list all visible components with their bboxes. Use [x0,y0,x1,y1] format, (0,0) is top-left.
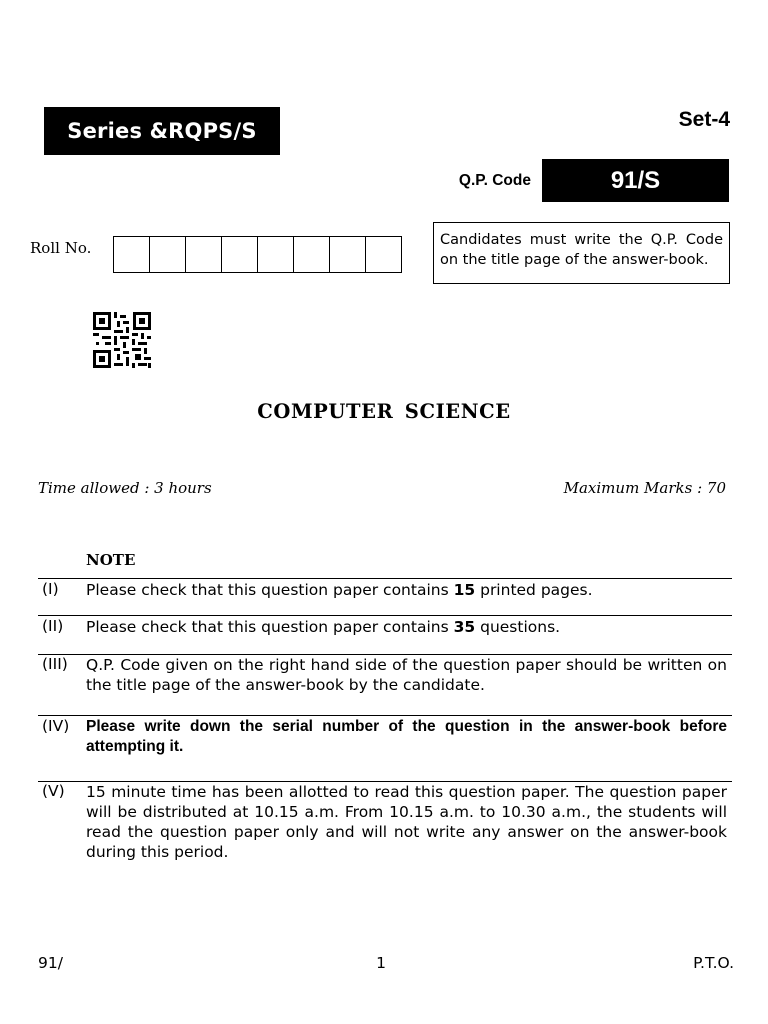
note-item-text: 15 minute time has been allotted to read this question paper. The question paper will be distributed at 10.15 a.m. From 10.15 a.m. to 10.30 a.m., the students will read the question paper only and will not write any answer on the answer-book during this period. [86,783,727,861]
maximum-marks: Maximum Marks : 70 [563,479,726,497]
roll-number-label: Roll No. [30,239,92,257]
roll-number-cell[interactable] [258,237,294,272]
note-item-text: Please check that this question paper contains 35 questions. [86,618,561,636]
footer-code: 91/ [38,954,63,972]
note-heading: NOTE [86,551,136,569]
note-item-text: Please check that this question paper contains 15 printed pages. [86,581,593,599]
roll-number-cell[interactable] [186,237,222,272]
note-item-text: Please write down the serial number of the question in the answer-book before attempting it. [86,718,727,755]
divider [38,615,732,616]
qp-code: 91/S [542,159,729,202]
roll-number-cell[interactable] [114,237,150,272]
divider [38,715,732,716]
note-item-number: (II) [42,617,64,635]
note-item-number: (III) [42,655,68,673]
paper-title: COMPUTER SCIENCE [257,400,511,423]
note-item-number: (IV) [42,717,70,735]
roll-number-cell[interactable] [294,237,330,272]
roll-number-cell[interactable] [366,237,401,272]
note-item-number: (I) [42,580,59,598]
roll-number-cell[interactable] [330,237,366,272]
set-number: Set-4 [678,108,730,131]
series-label: Series &RQPS/S [44,107,280,155]
qr-code-icon [93,312,151,368]
page-number: 1 [376,954,386,972]
note-item-number: (V) [42,782,65,800]
pto-label: P.T.O. [693,954,734,972]
roll-number-cell[interactable] [150,237,186,272]
candidate-instruction-box: Candidates must write the Q.P. Code on the title page of the answer-book. [433,222,730,284]
divider [38,578,732,579]
note-item-text: Q.P. Code given on the right hand side of the question paper should be written on the title page of the answer-book by the candidate. [86,656,727,694]
roll-number-boxes[interactable] [113,236,402,273]
roll-number-cell[interactable] [222,237,258,272]
qp-code-label: Q.P. Code [458,172,531,189]
time-allowed: Time allowed : 3 hours [38,479,212,497]
